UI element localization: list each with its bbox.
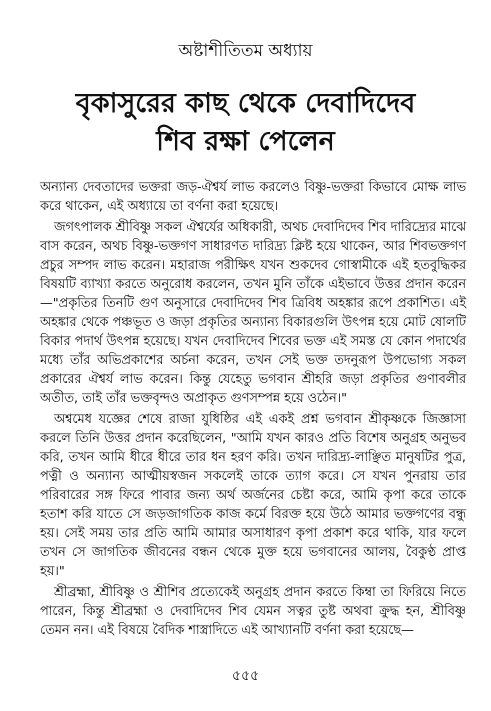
paragraph-yudhisthira: অশ্বমেধ যজ্ঞের শেষে রাজা যুধিষ্ঠির এই একই প্রশ্ন ভগবান শ্রীকৃষ্ণকে জিজ্ঞাসা করলে তিনি উত্তর প্রদান করেছিলেন, "আমি যখন কারও প্রতি বিশেষ অনুগ্রহ অনুভব করি, তখন আমি ধীরে ধীরে তার ধন হরণ করি। তখন দারিদ্র্য-লাঞ্ছিত মানুষটির পুত্র, পত্নী ও অন্যান্য আত্মীয়স্বজন সকলেই তাকে ত্যাগ করে। সে যখন পুনরায় তার পরিবারের সঙ্গ ফিরে পাবার জন্য অর্থ অর্জনের চেষ্টা করে, আমি কৃপা করে তাকে হতাশ করি যাতে সে জড়জাগতিক কাজ কর্মে বিরক্ত হয়ে উঠে আমার ভক্তগণের বন্ধু হয়। সেই সময় তার প্রতি আমি আমার অসাধারণ কৃপা প্রকাশ করে থাকি, যার ফলে তখন সে জাগতিক জীবনের বন্ধন থেকে মুক্ত হয়ে ভগবানের আলয়, বৈকুণ্ঠ প্রাপ্ত হয়।" [40, 412, 466, 579]
body-text [40, 178, 466, 642]
chapter-title-line-1: বৃকাসুরের কাছ থেকে দেবাদিদেব [75, 88, 416, 119]
chapter-title-line-2: শিব রক্ষা পেলেন [156, 126, 335, 157]
paragraph-sukadeva: জগৎপালক শ্রীবিষ্ণু সকল ঐশ্বর্যের অধিকারী, অথচ দেবাদিদেব শিব দারিদ্র্যের মাঝে বাস করেন, অথচ বিষ্ণু-ভক্তগণ সাধারণত দারিদ্র্য ক্লিষ্ট হয়ে থাকেন, আর শিবভক্তগণ প্রচুর সম্পদ লাভ করেন। মহারাজ পরীক্ষিৎ যখন শুকদেব গোস্বামীকে এই হতবুদ্ধিকর বিষয়টি ব্যাখ্যা করতে অনুরোধ করলেন, তখন মুনি তাঁকে এইভাবে উত্তর প্রদান করেন—"প্রকৃতির তিনটি গুণ অনুসারে দেবাদিদেব শিব ত্রিবিধ অহঙ্কার রূপে প্রকাশিত। এই অহঙ্কার থেকে পঞ্চভূত ও জড়া প্রকৃতির অন্যান্য বিকারগুলি উৎপন্ন হয়ে মোট ষোলটি বিকার পদার্থ উৎপন্ন হয়েছে। যখন দেবাদিদেব শিবের ভক্ত এই সমস্ত যে কোন পদার্থের মধ্যে তাঁর অভিপ্রকাশের অর্চনা করেন, তখন সেই ভক্ত তদনুরূপ উপভোগ্য সকল প্রকারের ঐশ্বর্য লাভ করেন। কিন্তু যেহেতু ভগবান শ্রীহরি জড়া প্রকৃতির গুণাবলীর অতীত, তাই তাঁর ভক্তবৃন্দও অপ্রাকৃত গুণসম্পন্ন হয়ে ওঠেন।" [40, 220, 466, 406]
page-number: ৫৫৫ [231, 668, 260, 684]
chapter-heading: অষ্টাশীতিতম অধ্যায় [178, 41, 313, 61]
paragraph-summary: অন্যান্য দেবতাদের ভক্তরা জড়-ঐশ্বর্য লাভ করলেও বিষ্ণু-ভক্তরা কিভাবে মোক্ষ লাভ করে থাকেন, এই অধ্যায়ে তা বর্ণনা করা হয়েছে। [40, 180, 466, 214]
paragraph-brahma-vishnu-shiva: শ্রীব্রহ্মা, শ্রীবিষ্ণু ও শ্রীশিব প্রত্যেকেই অনুগ্রহ প্রদান করতে কিম্বা তা ফিরিয়ে নিতে পারেন, কিন্তু শ্রীব্রহ্মা ও দেবাদিদেব শিব যেমন সত্বর তুষ্ট অথবা ক্রুদ্ধ হন, শ্রীবিষ্ণু তেমন নন। এই বিষয়ে বৈদিক শাস্ত্রাদিতে এই আখ্যানটি বর্ণনা করা হয়েছে— [40, 585, 466, 638]
